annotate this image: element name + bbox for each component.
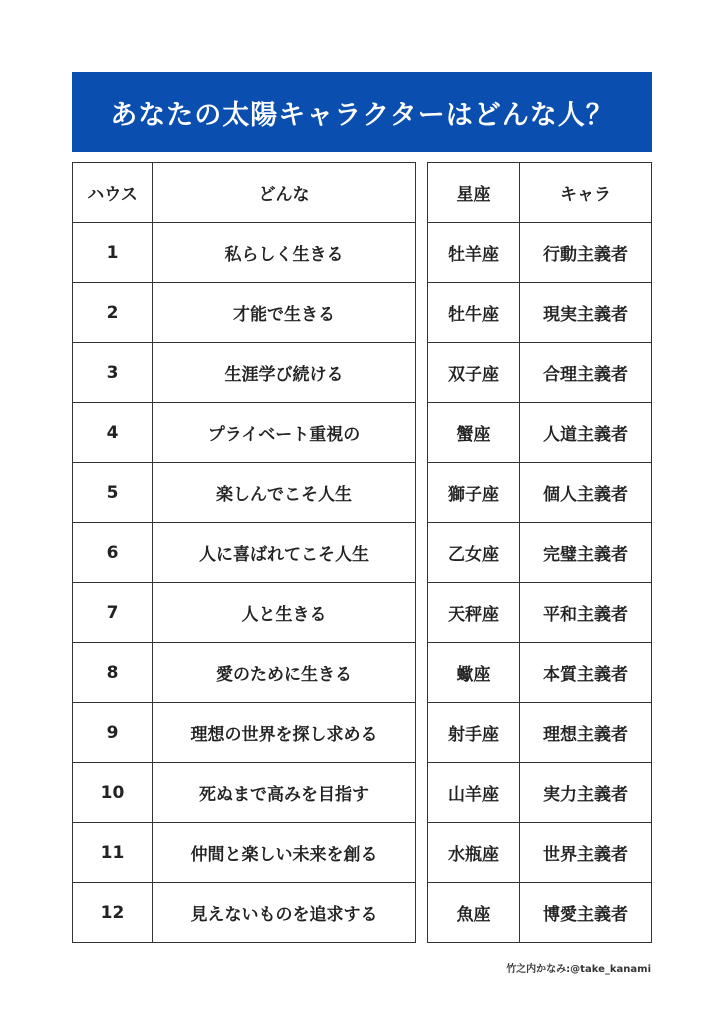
house-cell: 7 [73, 583, 153, 643]
sign-cell: 水瓶座 [428, 823, 520, 883]
sign-row [428, 703, 652, 763]
sign-row [428, 643, 652, 703]
sign-cell: 理想主義者 [520, 703, 652, 763]
house-cell: 3 [73, 343, 153, 403]
sign-cell: 実力主義者 [520, 763, 652, 823]
sign-cell: 世界主義者 [520, 823, 652, 883]
house-cell: 人に喜ばれてこそ人生 [153, 523, 416, 583]
house-row [73, 223, 416, 283]
sign-row [428, 523, 652, 583]
page-title: あなたの太陽キャラクターはどんな人？ [72, 72, 652, 152]
house-cell: 見えないものを追求する [153, 883, 416, 943]
house-cell: 楽しんでこそ人生 [153, 463, 416, 523]
sign-cell: 牡牛座 [428, 283, 520, 343]
house-row [73, 883, 416, 943]
house-cell: 6 [73, 523, 153, 583]
house-cell: 生涯学び続ける [153, 343, 416, 403]
house-header-row [73, 163, 416, 223]
sign-cell: 魚座 [428, 883, 520, 943]
sign-cell: 蠍座 [428, 643, 520, 703]
sign-cell: 平和主義者 [520, 583, 652, 643]
sign-cell: 乙女座 [428, 523, 520, 583]
sign-cell: 蟹座 [428, 403, 520, 463]
sign-row [428, 223, 652, 283]
house-row [73, 523, 416, 583]
sign-cell: 双子座 [428, 343, 520, 403]
house-cell: 仲間と楽しい未来を創る [153, 823, 416, 883]
sign-cell: 現実主義者 [520, 283, 652, 343]
sign-row [428, 763, 652, 823]
house-cell: 8 [73, 643, 153, 703]
house-cell: 1 [73, 223, 153, 283]
house-row [73, 403, 416, 463]
sign-cell: 人道主義者 [520, 403, 652, 463]
house-cell: 12 [73, 883, 153, 943]
house-cell: 2 [73, 283, 153, 343]
sign-cell: 射手座 [428, 703, 520, 763]
house-row [73, 703, 416, 763]
house-cell: 理想の世界を探し求める [153, 703, 416, 763]
sign-cell: 山羊座 [428, 763, 520, 823]
house-cell: 愛のために生きる [153, 643, 416, 703]
house-row [73, 463, 416, 523]
house-cell: 死ぬまで高みを目指す [153, 763, 416, 823]
sign-cell: 天秤座 [428, 583, 520, 643]
house-cell: 才能で生きる [153, 283, 416, 343]
house-cell: 11 [73, 823, 153, 883]
house-row [73, 823, 416, 883]
sign-cell: 個人主義者 [520, 463, 652, 523]
sign-cell: 行動主義者 [520, 223, 652, 283]
sign-cell: 合理主義者 [520, 343, 652, 403]
sign-row [428, 883, 652, 943]
house-header-cell: どんな [153, 163, 416, 223]
sign-header-row [428, 163, 652, 223]
sign-cell: 本質主義者 [520, 643, 652, 703]
house-cell: 私らしく生きる [153, 223, 416, 283]
sign-table [427, 162, 652, 943]
house-table [72, 162, 416, 943]
house-cell: 9 [73, 703, 153, 763]
sign-row [428, 583, 652, 643]
house-row [73, 283, 416, 343]
house-cell: 5 [73, 463, 153, 523]
house-cell: 10 [73, 763, 153, 823]
house-row [73, 763, 416, 823]
house-cell: 人と生きる [153, 583, 416, 643]
sign-cell: 獅子座 [428, 463, 520, 523]
sign-row [428, 343, 652, 403]
house-row [73, 643, 416, 703]
sign-cell: 博愛主義者 [520, 883, 652, 943]
credit-text: 竹之内かなみ:@take_kanami [506, 964, 651, 975]
sign-row [428, 283, 652, 343]
house-cell: プライベート重視の [153, 403, 416, 463]
house-cell: 4 [73, 403, 153, 463]
house-row [73, 343, 416, 403]
sign-row [428, 403, 652, 463]
sign-row [428, 463, 652, 523]
sign-header-cell: 星座 [428, 163, 520, 223]
house-row [73, 583, 416, 643]
sign-cell: 完璧主義者 [520, 523, 652, 583]
sign-cell: 牡羊座 [428, 223, 520, 283]
sign-row [428, 823, 652, 883]
house-header-cell: ハウス [73, 163, 153, 223]
sign-header-cell: キャラ [520, 163, 652, 223]
